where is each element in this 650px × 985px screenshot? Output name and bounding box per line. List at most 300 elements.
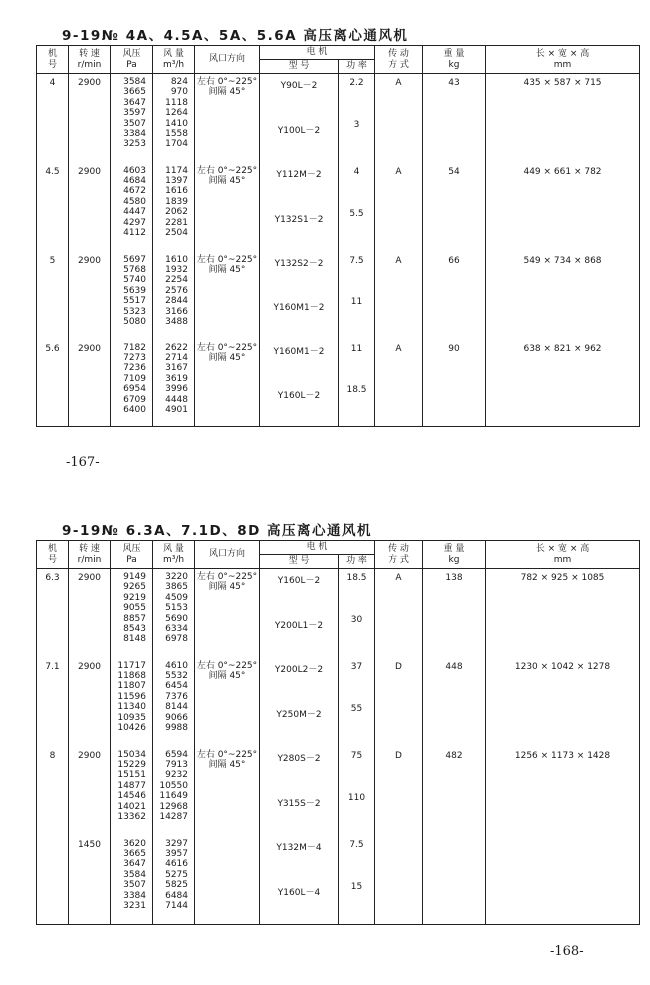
outlet-value: 左右 0°~225° (196, 254, 258, 265)
motor-power-value: 7.5 (349, 839, 364, 850)
flow-value: 1558 (165, 129, 188, 140)
flow-value: 2622 (165, 342, 188, 353)
cell-weight (423, 252, 486, 340)
dims-value: 549 × 734 × 868 (523, 255, 602, 266)
pressure-value: 11868 (117, 670, 146, 681)
col-speed: 转 速 r/min (69, 541, 111, 569)
pressure-value: 3647 (123, 97, 146, 108)
cell-pressure (111, 252, 153, 340)
pressure-value: 3584 (123, 869, 146, 880)
pressure-value: 5080 (123, 316, 146, 327)
cell-drive (375, 569, 423, 658)
flow-value: 5153 (165, 603, 188, 614)
flow-value: 1264 (165, 108, 188, 119)
flow-value: 9232 (165, 770, 188, 781)
table-row (37, 163, 640, 252)
pressure-value: 5517 (123, 296, 146, 307)
motor-model-value: Y280S－2 (277, 753, 321, 764)
cell-weight (423, 836, 486, 925)
flow-value: 6334 (165, 624, 188, 635)
cell-motor-power (339, 747, 375, 836)
flow-value: 1610 (165, 254, 188, 265)
cell-pressure (111, 340, 153, 427)
cell-drive (375, 252, 423, 340)
col-motor-model: 型 号 (260, 60, 339, 74)
cell-dims (486, 74, 640, 163)
flow-value: 6484 (165, 890, 188, 901)
pressure-value: 4447 (123, 207, 146, 218)
flow-value: 3297 (165, 838, 188, 849)
motor-power-value: 110 (347, 792, 366, 803)
machine-no-value: 5.6 (45, 343, 60, 354)
cell-speed (69, 163, 111, 252)
cell-outlet (195, 74, 260, 163)
cell-motor-model (260, 747, 339, 836)
pressure-value: 5768 (123, 264, 146, 275)
col-motor: 电 机 (260, 541, 375, 555)
pressure-value: 7236 (123, 363, 146, 374)
cell-outlet (195, 252, 260, 340)
cell-motor-power (339, 163, 375, 252)
flow-value: 4901 (165, 404, 188, 415)
motor-power-value: 37 (350, 661, 363, 672)
pressure-value: 6709 (123, 394, 146, 405)
machine-no-value: 4.5 (45, 166, 60, 177)
flow-value: 10550 (159, 780, 188, 791)
machine-no-value: 4 (49, 78, 56, 88)
outlet-value: 间隔 45° (208, 670, 246, 681)
table-row (37, 836, 640, 925)
motor-model-value: Y112M－2 (276, 169, 322, 180)
cell-machine-no (37, 163, 69, 252)
cell-motor-power (339, 252, 375, 340)
pressure-value: 15034 (117, 749, 146, 760)
dims-value: 638 × 821 × 962 (523, 343, 602, 354)
flow-value: 1616 (165, 186, 188, 197)
flow-value: 970 (170, 87, 188, 98)
motor-power-value: 5.5 (349, 208, 364, 219)
col-pressure: 风压 Pa (111, 541, 153, 569)
motor-model-value: Y132M－4 (276, 842, 322, 853)
cell-outlet (195, 340, 260, 427)
outlet-value: 左右 0°~225° (196, 660, 258, 671)
flow-value: 11649 (159, 791, 188, 802)
weight-value: 66 (448, 255, 460, 266)
speed-value: 1450 (78, 839, 101, 850)
cell-dims (486, 340, 640, 427)
cell-outlet (195, 658, 260, 747)
machine-no-value: 8 (49, 750, 56, 761)
col-motor-power: 功 率 (339, 555, 375, 569)
cell-pressure (111, 658, 153, 747)
cell-speed (69, 340, 111, 427)
pressure-value: 11807 (117, 681, 146, 692)
cell-speed (69, 658, 111, 747)
pressure-value: 3384 (123, 890, 146, 901)
pressure-value: 4580 (123, 196, 146, 207)
cell-dims (486, 747, 640, 836)
motor-model-value: Y160L－4 (277, 887, 321, 898)
cell-drive (375, 340, 423, 427)
flow-value: 3220 (165, 572, 188, 582)
cell-motor-model (260, 163, 339, 252)
speed-value: 2900 (78, 343, 101, 354)
pressure-value: 3665 (123, 848, 146, 859)
cell-flow (153, 569, 195, 658)
outlet-value: 左右 0°~225° (196, 77, 258, 87)
cell-speed (69, 569, 111, 658)
flow-value: 4610 (165, 660, 188, 671)
cell-motor-power (339, 836, 375, 925)
cell-dims (486, 252, 640, 340)
cell-dims (486, 658, 640, 747)
motor-power-value: 4 (353, 166, 360, 177)
pressure-value: 7273 (123, 352, 146, 363)
table-title: 9-19№ 6.3A、7.1D、8D 高压离心通风机 (62, 523, 373, 539)
flow-value: 6594 (165, 749, 188, 760)
cell-pressure (111, 163, 153, 252)
machine-no-value: 7.1 (45, 661, 60, 672)
pressure-value: 5323 (123, 306, 146, 317)
motor-model-value: Y160M1－2 (273, 346, 325, 357)
drive-value: D (395, 750, 402, 761)
pressure-value: 8543 (123, 624, 146, 635)
flow-value: 2714 (165, 352, 188, 363)
col-machine-no: 机 号 (37, 541, 69, 569)
cell-flow (153, 74, 195, 163)
cell-dims (486, 163, 640, 252)
motor-power-value: 18.5 (346, 573, 367, 583)
pressure-value: 9149 (123, 572, 146, 582)
cell-motor-model (260, 836, 339, 925)
pressure-value: 3231 (123, 900, 146, 911)
flow-value: 7144 (165, 900, 188, 911)
cell-outlet (195, 163, 260, 252)
cell-machine-no (37, 836, 69, 925)
col-weight: 重 量 kg (423, 46, 486, 74)
pressure-value: 11717 (117, 660, 146, 671)
pressure-value: 5639 (123, 285, 146, 296)
flow-value: 3996 (165, 384, 188, 395)
pressure-value: 9055 (123, 603, 146, 614)
cell-flow (153, 658, 195, 747)
table-row (37, 747, 640, 836)
flow-value: 8144 (165, 702, 188, 713)
cell-dims (486, 569, 640, 658)
pressure-value: 11596 (117, 691, 146, 702)
outlet-value: 间隔 45° (208, 175, 246, 186)
machine-no-value: 5 (49, 255, 56, 266)
pressure-value: 3507 (123, 118, 146, 129)
flow-value: 2504 (165, 227, 188, 238)
pressure-value: 4297 (123, 217, 146, 228)
outlet-value: 间隔 45° (208, 759, 246, 770)
flow-value: 9066 (165, 712, 188, 723)
flow-value: 2062 (165, 207, 188, 218)
cell-weight (423, 163, 486, 252)
pressure-value: 6400 (123, 404, 146, 415)
pressure-value: 14546 (117, 791, 146, 802)
table-row (37, 340, 640, 427)
pressure-value: 10935 (117, 712, 146, 723)
pressure-value: 7109 (123, 373, 146, 384)
col-outlet: 风口方向 (195, 46, 260, 74)
cell-weight (423, 340, 486, 427)
cell-flow (153, 340, 195, 427)
speed-value: 2900 (78, 78, 101, 88)
outlet-value: 左右 0°~225° (196, 749, 258, 760)
cell-motor-model (260, 74, 339, 163)
cell-speed (69, 747, 111, 836)
motor-power-value: 11 (350, 343, 363, 354)
flow-value: 5690 (165, 613, 188, 624)
outlet-value: 间隔 45° (208, 352, 246, 363)
flow-value: 5532 (165, 670, 188, 681)
outlet-value: 间隔 45° (208, 87, 246, 97)
flow-value: 1932 (165, 264, 188, 275)
motor-power-value: 18.5 (346, 384, 367, 395)
cell-dims (486, 836, 640, 925)
flow-value: 2576 (165, 285, 188, 296)
weight-value: 43 (448, 78, 460, 88)
motor-power-value: 3 (353, 120, 360, 130)
flow-value: 3865 (165, 582, 188, 593)
flow-value: 3167 (165, 363, 188, 374)
speed-value: 2900 (78, 573, 101, 583)
col-motor-power: 功 率 (339, 60, 375, 74)
motor-model-value: Y250M－2 (276, 709, 322, 720)
cell-weight (423, 658, 486, 747)
flow-value: 3166 (165, 306, 188, 317)
cell-flow (153, 747, 195, 836)
pressure-value: 10426 (117, 722, 146, 733)
flow-value: 1704 (165, 139, 188, 150)
pressure-value: 8148 (123, 634, 146, 645)
motor-model-value: Y132S2－2 (274, 258, 324, 269)
pressure-value: 3647 (123, 859, 146, 870)
flow-value: 1839 (165, 196, 188, 207)
machine-no-value: 6.3 (45, 573, 60, 583)
col-motor-model: 型 号 (260, 555, 339, 569)
pressure-value: 7182 (123, 342, 146, 353)
pressure-value: 3620 (123, 838, 146, 849)
speed-value: 2900 (78, 255, 101, 266)
motor-model-value: Y100L－2 (277, 126, 321, 136)
flow-value: 5275 (165, 869, 188, 880)
cell-pressure (111, 569, 153, 658)
table-row (37, 569, 640, 658)
motor-power-value: 30 (350, 615, 363, 625)
motor-power-value: 75 (350, 750, 363, 761)
pressure-value: 15151 (117, 770, 146, 781)
col-flow: 风 量 m³/h (153, 46, 195, 74)
cell-weight (423, 747, 486, 836)
dims-value: 435 × 587 × 715 (523, 78, 602, 88)
pressure-value: 4112 (123, 227, 146, 238)
pressure-value: 14021 (117, 801, 146, 812)
cell-outlet (195, 836, 260, 925)
pressure-value: 13362 (117, 811, 146, 822)
table-row (37, 658, 640, 747)
pressure-value: 3253 (123, 139, 146, 150)
outlet-value: 左右 0°~225° (196, 572, 258, 582)
drive-value: A (395, 166, 402, 177)
outlet-value: 间隔 45° (208, 264, 246, 275)
cell-pressure (111, 747, 153, 836)
outlet-value: 左右 0°~225° (196, 342, 258, 353)
cell-motor-model (260, 569, 339, 658)
flow-value: 6454 (165, 681, 188, 692)
flow-value: 3619 (165, 373, 188, 384)
pressure-value: 9219 (123, 592, 146, 603)
weight-value: 54 (448, 166, 460, 177)
cell-machine-no (37, 74, 69, 163)
fan-spec-table (36, 540, 640, 925)
cell-drive (375, 747, 423, 836)
col-drive: 传 动 方 式 (375, 46, 423, 74)
pressure-value: 3584 (123, 77, 146, 87)
flow-value: 2844 (165, 296, 188, 307)
flow-value: 6978 (165, 634, 188, 645)
cell-machine-no (37, 340, 69, 427)
motor-model-value: Y160L－2 (277, 390, 321, 401)
dims-value: 782 × 925 × 1085 (520, 573, 605, 583)
motor-model-value: Y132S1－2 (274, 214, 324, 225)
speed-value: 2900 (78, 750, 101, 761)
flow-value: 3488 (165, 316, 188, 327)
motor-power-value: 11 (350, 296, 363, 307)
cell-pressure (111, 74, 153, 163)
flow-value: 2281 (165, 217, 188, 228)
cell-motor-power (339, 658, 375, 747)
drive-value: A (395, 573, 402, 583)
flow-value: 4616 (165, 859, 188, 870)
col-machine-no: 机 号 (37, 46, 69, 74)
weight-value: 138 (445, 573, 463, 583)
cell-machine-no (37, 658, 69, 747)
col-speed: 转 速 r/min (69, 46, 111, 74)
motor-model-value: Y200L1－2 (274, 621, 324, 631)
table-row (37, 74, 640, 163)
col-pressure: 风压 Pa (111, 46, 153, 74)
pressure-value: 3665 (123, 87, 146, 98)
weight-value: 448 (445, 661, 463, 672)
motor-model-value: Y160M1－2 (273, 302, 325, 313)
cell-flow (153, 163, 195, 252)
pressure-value: 4672 (123, 186, 146, 197)
cell-pressure (111, 836, 153, 925)
col-motor: 电 机 (260, 46, 375, 60)
motor-power-value: 55 (350, 703, 363, 714)
outlet-value: 间隔 45° (208, 582, 246, 592)
flow-value: 2254 (165, 275, 188, 286)
pressure-value: 15229 (117, 759, 146, 770)
cell-motor-power (339, 74, 375, 163)
fan-spec-table (36, 45, 640, 427)
motor-model-value: Y315S－2 (277, 798, 321, 809)
motor-power-value: 15 (350, 881, 363, 892)
dims-value: 1256 × 1173 × 1428 (514, 750, 611, 761)
cell-machine-no (37, 252, 69, 340)
dims-value: 449 × 661 × 782 (523, 166, 602, 177)
flow-value: 1174 (165, 165, 188, 176)
flow-value: 5825 (165, 880, 188, 891)
flow-value: 14287 (159, 811, 188, 822)
cell-motor-model (260, 340, 339, 427)
cell-motor-power (339, 569, 375, 658)
table-title: 9-19№ 4A、4.5A、5A、5.6A 高压离心通风机 (62, 28, 409, 44)
flow-value: 1410 (165, 118, 188, 129)
motor-power-value: 7.5 (349, 255, 364, 266)
cell-drive (375, 658, 423, 747)
flow-value: 824 (170, 77, 188, 87)
col-dims: 长 × 宽 × 高 mm (486, 541, 640, 569)
pressure-value: 3597 (123, 108, 146, 119)
cell-speed (69, 252, 111, 340)
cell-weight (423, 569, 486, 658)
pressure-value: 4684 (123, 175, 146, 186)
pressure-value: 5697 (123, 254, 146, 265)
col-flow: 风 量 m³/h (153, 541, 195, 569)
speed-value: 2900 (78, 166, 101, 177)
table-body (37, 569, 640, 925)
pressure-value: 3507 (123, 880, 146, 891)
cell-outlet (195, 569, 260, 658)
pressure-value: 14877 (117, 780, 146, 791)
cell-drive (375, 74, 423, 163)
cell-speed (69, 74, 111, 163)
flow-value: 1118 (165, 97, 188, 108)
col-drive: 传 动 方 式 (375, 541, 423, 569)
col-outlet: 风口方向 (195, 541, 260, 569)
table-body (37, 74, 640, 427)
flow-value: 12968 (159, 801, 188, 812)
pressure-value: 4603 (123, 165, 146, 176)
cell-motor-model (260, 658, 339, 747)
flow-value: 3957 (165, 848, 188, 859)
outlet-value: 左右 0°~225° (196, 165, 258, 176)
drive-value: D (395, 661, 402, 672)
flow-value: 4509 (165, 592, 188, 603)
flow-value: 4448 (165, 394, 188, 405)
motor-power-value: 2.2 (349, 78, 364, 88)
flow-value: 9988 (165, 722, 188, 733)
motor-model-value: Y200L2－2 (274, 664, 324, 675)
drive-value: A (395, 255, 402, 266)
drive-value: A (395, 343, 402, 354)
pressure-value: 6954 (123, 384, 146, 395)
cell-drive (375, 836, 423, 925)
motor-model-value: Y90L－2 (280, 81, 318, 91)
pressure-value: 9265 (123, 582, 146, 593)
cell-machine-no (37, 747, 69, 836)
cell-flow (153, 836, 195, 925)
cell-flow (153, 252, 195, 340)
weight-value: 90 (448, 343, 460, 354)
cell-outlet (195, 747, 260, 836)
cell-machine-no (37, 569, 69, 658)
page-number: -167- (66, 455, 100, 470)
flow-value: 7376 (165, 691, 188, 702)
pressure-value: 3384 (123, 129, 146, 140)
cell-motor-power (339, 340, 375, 427)
drive-value: A (395, 78, 402, 88)
dims-value: 1230 × 1042 × 1278 (514, 661, 611, 672)
cell-motor-model (260, 252, 339, 340)
motor-model-value: Y160L－2 (277, 576, 321, 586)
col-dims: 长 × 宽 × 高 mm (486, 46, 640, 74)
pressure-value: 8857 (123, 613, 146, 624)
